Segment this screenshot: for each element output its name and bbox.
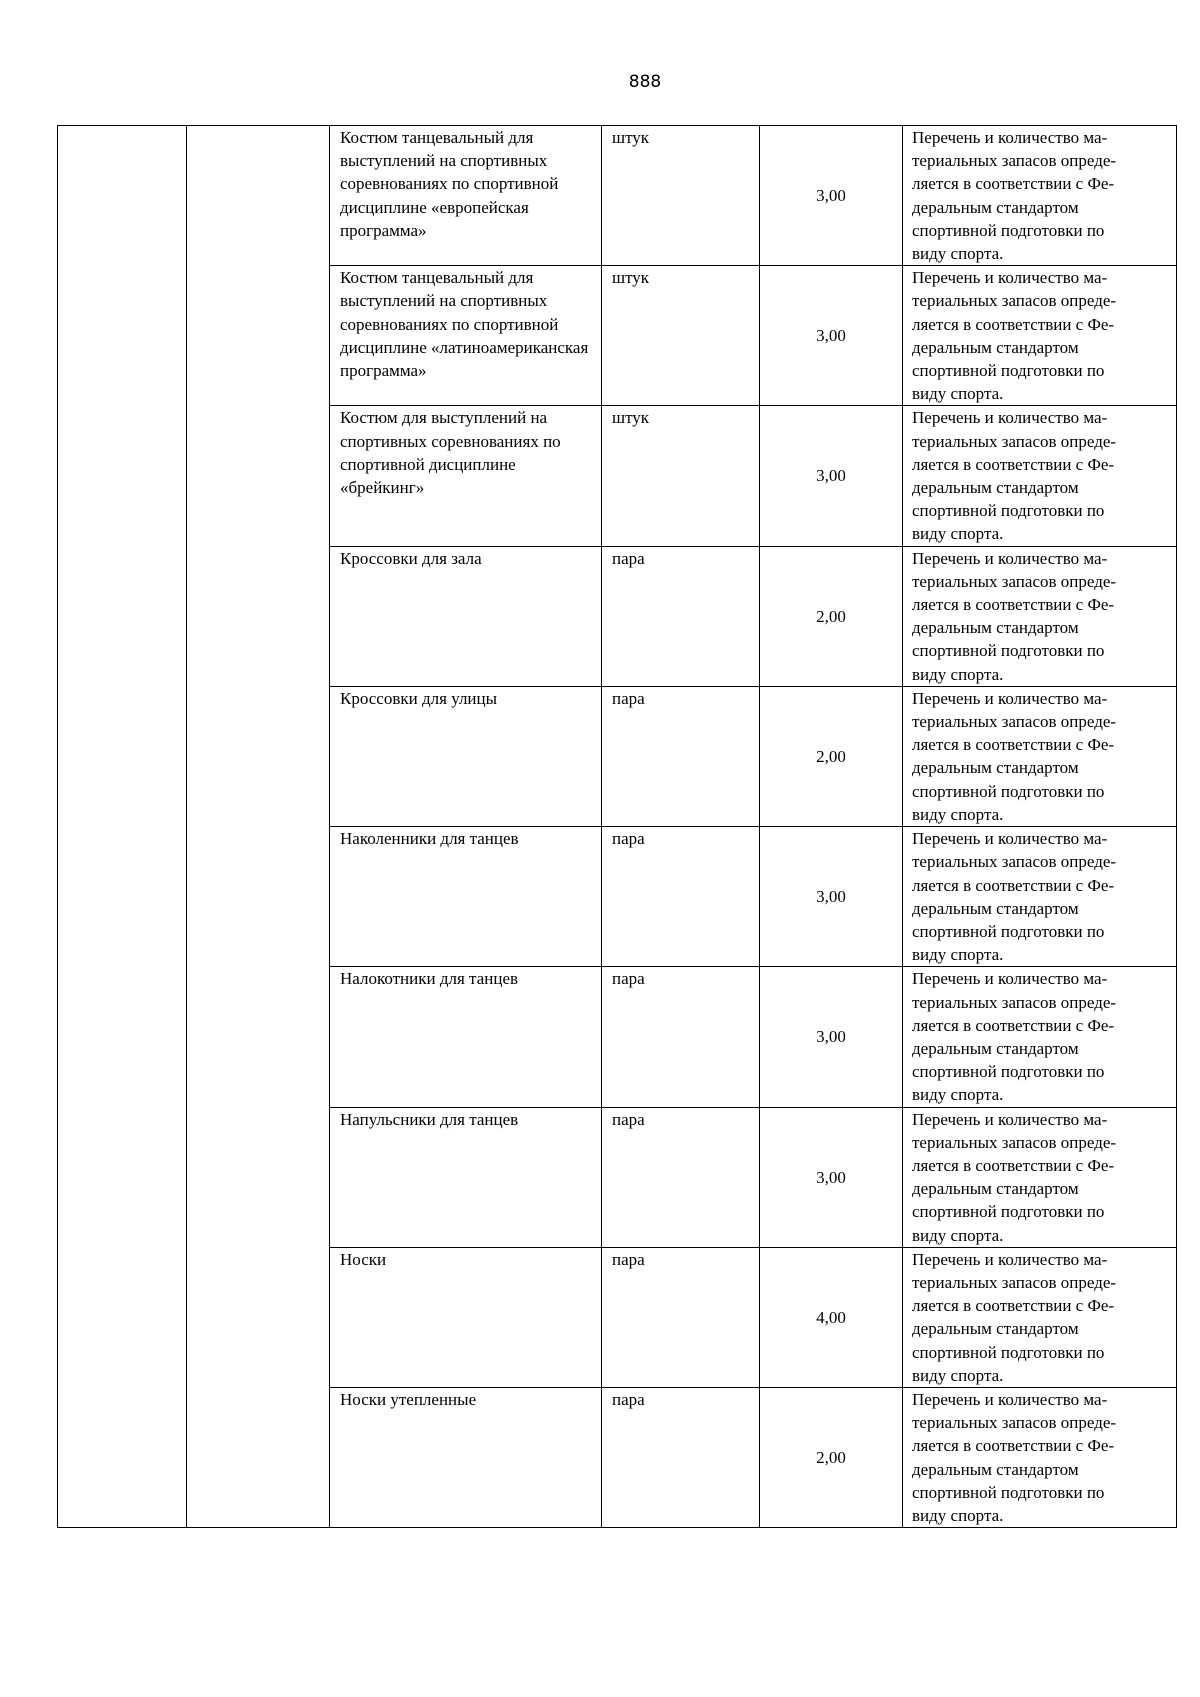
note-line: спортивной подготовки по — [912, 1062, 1105, 1082]
note-cell — [903, 1107, 1177, 1247]
note-cell — [903, 827, 1177, 967]
quantity-cell: 2,00 — [760, 546, 903, 686]
quantity-cell: 3,00 — [760, 126, 903, 266]
note-line: виду спорта. — [912, 244, 1004, 264]
note-line: деральным стандартом — [912, 1179, 1079, 1199]
note-line: Перечень и количество ма- — [912, 408, 1108, 428]
note-cell — [903, 1247, 1177, 1387]
note-line: ляется в соответствии с Фе- — [912, 875, 1115, 895]
note-line: деральным стандартом — [912, 898, 1079, 918]
note-line: спортивной подготовки по — [912, 641, 1105, 661]
note-line: деральным стандартом — [912, 337, 1079, 357]
item-name-cell: Носки — [330, 1247, 602, 1387]
quantity-cell: 3,00 — [760, 967, 903, 1107]
note-line: ляется в соответствии с Фе- — [912, 314, 1115, 334]
unit-cell: пара — [602, 546, 760, 686]
unit-cell: штук — [602, 406, 760, 546]
note-line: ляется в соответствии с Фе- — [912, 174, 1115, 194]
note-line: деральным стандартом — [912, 478, 1079, 498]
unit-cell: пара — [602, 1387, 760, 1527]
unit-cell: пара — [602, 967, 760, 1107]
table-row — [58, 126, 1177, 266]
item-name-cell: Костюм для выступлений на спортивных соревнованиях по спортивной дисциплине «брейкинг» — [330, 406, 602, 546]
note-line: виду спорта. — [912, 1225, 1004, 1245]
note-line: виду спорта. — [912, 384, 1004, 404]
note-cell — [903, 686, 1177, 826]
note-line: деральным стандартом — [912, 1459, 1079, 1479]
note-line: териальных запасов опреде- — [912, 571, 1117, 591]
note-line: виду спорта. — [912, 1505, 1004, 1525]
note-line: деральным стандартом — [912, 1038, 1079, 1058]
note-cell — [903, 126, 1177, 266]
note-line: териальных запасов опреде- — [912, 291, 1117, 311]
quantity-cell: 3,00 — [760, 266, 903, 406]
table-body — [58, 126, 1177, 1528]
note-line: териальных запасов опреде- — [912, 431, 1117, 451]
note-line: ляется в соответствии с Фе- — [912, 454, 1115, 474]
item-name-cell: Костюм танцевальный для выступлений на спортивных соревнованиях по спортивной дисциплине «европейская программа» — [330, 126, 602, 266]
note-line: ляется в соответствии с Фе- — [912, 1155, 1115, 1175]
note-line: спортивной подготовки по — [912, 781, 1105, 801]
unit-cell: штук — [602, 266, 760, 406]
note-line: Перечень и количество ма- — [912, 548, 1108, 568]
unit-cell: штук — [602, 126, 760, 266]
note-line: виду спорта. — [912, 804, 1004, 824]
note-line: спортивной подготовки по — [912, 501, 1105, 521]
item-name-cell: Налокотники для танцев — [330, 967, 602, 1107]
quantity-cell: 3,00 — [760, 1107, 903, 1247]
quantity-cell: 4,00 — [760, 1247, 903, 1387]
quantity-cell: 3,00 — [760, 406, 903, 546]
quantity-cell: 2,00 — [760, 1387, 903, 1527]
note-line: спортивной подготовки по — [912, 1342, 1105, 1362]
note-line: териальных запасов опреде- — [912, 1132, 1117, 1152]
note-line: спортивной подготовки по — [912, 1482, 1105, 1502]
quantity-cell: 2,00 — [760, 686, 903, 826]
empty-category-cell — [187, 126, 330, 1528]
note-line: ляется в соответствии с Фе- — [912, 1296, 1115, 1316]
note-line: спортивной подготовки по — [912, 1202, 1105, 1222]
note-line: спортивной подготовки по — [912, 220, 1105, 240]
note-line: спортивной подготовки по — [912, 921, 1105, 941]
item-name-cell: Наколенники для танцев — [330, 827, 602, 967]
item-name-cell: Костюм танцевальный для выступлений на спортивных соревнованиях по спортивной дисциплине «латиноамериканская программа» — [330, 266, 602, 406]
note-line: Перечень и количество ма- — [912, 969, 1108, 989]
note-line: деральным стандартом — [912, 1319, 1079, 1339]
note-cell — [903, 1387, 1177, 1527]
note-line: Перечень и количество ма- — [912, 1389, 1108, 1409]
note-line: териальных запасов опреде- — [912, 712, 1117, 732]
unit-cell: пара — [602, 686, 760, 826]
note-line: виду спорта. — [912, 524, 1004, 544]
note-line: Перечень и количество ма- — [912, 128, 1108, 147]
page-number: 888 — [628, 72, 662, 92]
note-line: ляется в соответствии с Фе- — [912, 1436, 1115, 1456]
note-line: териальных запасов опреде- — [912, 852, 1117, 872]
note-line: ляется в соответствии с Фе- — [912, 1015, 1115, 1035]
unit-cell: пара — [602, 827, 760, 967]
note-line: териальных запасов опреде- — [912, 1272, 1117, 1292]
note-line: деральным стандартом — [912, 618, 1079, 638]
note-line: териальных запасов опреде- — [912, 992, 1117, 1012]
note-cell — [903, 266, 1177, 406]
note-line: Перечень и количество ма- — [912, 1109, 1108, 1129]
equipment-table — [57, 125, 1177, 1528]
note-cell — [903, 967, 1177, 1107]
note-line: Перечень и количество ма- — [912, 268, 1108, 288]
note-line: териальных запасов опреде- — [912, 151, 1117, 171]
note-line: виду спорта. — [912, 1365, 1004, 1385]
note-line: ляется в соответствии с Фе- — [912, 735, 1115, 755]
note-line: Перечень и количество ма- — [912, 688, 1108, 708]
note-line: Перечень и количество ма- — [912, 1249, 1108, 1269]
unit-cell: пара — [602, 1107, 760, 1247]
note-line: виду спорта. — [912, 664, 1004, 684]
item-name-cell: Кроссовки для улицы — [330, 686, 602, 826]
item-name-cell: Носки утепленные — [330, 1387, 602, 1527]
note-line: виду спорта. — [912, 945, 1004, 965]
empty-number-cell — [58, 126, 187, 1528]
note-line: спортивной подготовки по — [912, 361, 1105, 381]
quantity-cell: 3,00 — [760, 827, 903, 967]
item-name-cell: Напульсники для танцев — [330, 1107, 602, 1247]
item-name-cell: Кроссовки для зала — [330, 546, 602, 686]
note-cell — [903, 406, 1177, 546]
note-cell — [903, 546, 1177, 686]
note-line: териальных запасов опреде- — [912, 1413, 1117, 1433]
unit-cell: пара — [602, 1247, 760, 1387]
note-line: деральным стандартом — [912, 197, 1079, 217]
note-line: виду спорта. — [912, 1085, 1004, 1105]
note-line: Перечень и количество ма- — [912, 829, 1108, 849]
note-line: ляется в соответствии с Фе- — [912, 595, 1115, 615]
note-line: деральным стандартом — [912, 758, 1079, 778]
